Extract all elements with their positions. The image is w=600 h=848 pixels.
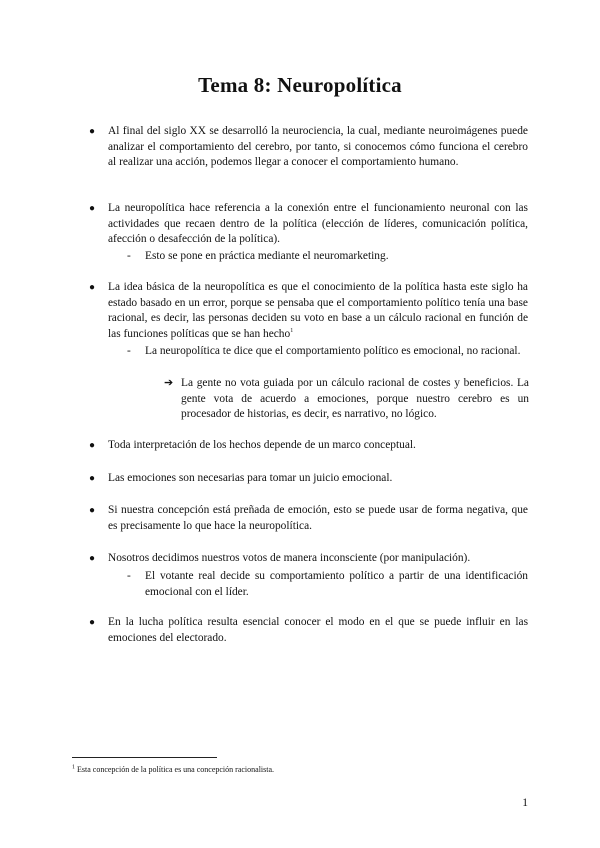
bullet-icon: ●	[89, 505, 96, 516]
sub-sub-item-3: La gente no vota guiada por un cálculo racional de costes y beneficios. La gente vota de acuerdo a emociones, porque nuestro cerebro es un procesador de historias, es decir, es narrativo, no lógico.	[181, 377, 529, 420]
bullet-icon: ●	[89, 617, 96, 628]
list-item-2: La neuropolítica hace referencia a la conexión entre el funcionamiento neuronal con las actividades que recaen dentro de la política (elección de líderes, comunicación política, afección o desafección de la política).	[108, 202, 528, 245]
arrow-right-icon: ➔	[164, 377, 174, 389]
list-item-8: En la lucha política resulta esencial conocer el modo en el que se puede influir en las emociones del electorado.	[108, 616, 528, 644]
sub-item-2: Esto se pone en práctica mediante el neuromarketing.	[145, 250, 389, 262]
sub-item-3: La neuropolítica te dice que el comportamiento político es emocional, no racional.	[145, 345, 521, 357]
dash-icon: -	[127, 570, 131, 582]
bullet-icon: ●	[89, 553, 96, 564]
footnote-divider	[72, 757, 217, 758]
bullet-icon: ●	[89, 282, 96, 293]
list-item-3-text: La idea básica de la neuropolítica es que el conocimiento de la política hasta este siglo ha estado basado en un error, porque se pensaba que el comportamiento político tenía una base racional, es decir, las personas deciden su voto en base a un cálculo racional en función de las funciones políticas que se han hecho	[108, 281, 528, 340]
list-item-3	[108, 280, 528, 342]
footnote-ref: 1	[290, 327, 294, 334]
list-item-7: Nosotros decidimos nuestros votos de manera inconsciente (por manipulación).	[108, 552, 471, 564]
bullet-icon: ●	[89, 126, 96, 137]
list-item-5: Las emociones son necesarias para tomar un juicio emocional.	[108, 472, 393, 484]
footnote	[72, 765, 274, 775]
list-item-1: Al final del siglo XX se desarrolló la neurociencia, la cual, mediante neuroimágenes puede analizar el comportamiento del cerebro, por tanto, si conocemos cómo funciona el cerebro al realizar una acción, podemos llegar a conocer el comportamiento humano.	[108, 125, 528, 168]
page-number: 1	[522, 797, 528, 809]
sub-item-7: El votante real decide su comportamiento político a partir de una identificación emocional con el líder.	[145, 570, 528, 598]
bullet-icon: ●	[89, 203, 96, 214]
list-item-6: Si nuestra concepción está preñada de emoción, esto se puede usar de forma negativa, que es precisamente lo que hace la neuropolítica.	[108, 504, 528, 532]
bullet-icon: ●	[89, 473, 96, 484]
footnote-text: Esta concepción de la política es una concepción racionalista.	[77, 765, 275, 774]
dash-icon: -	[127, 250, 131, 262]
list-item-4: Toda interpretación de los hechos depende de un marco conceptual.	[108, 439, 416, 451]
footnote-mark: 1	[72, 764, 75, 771]
bullet-icon: ●	[89, 440, 96, 451]
page-title: Tema 8: Neuropolítica	[198, 73, 402, 97]
dash-icon: -	[127, 345, 131, 357]
